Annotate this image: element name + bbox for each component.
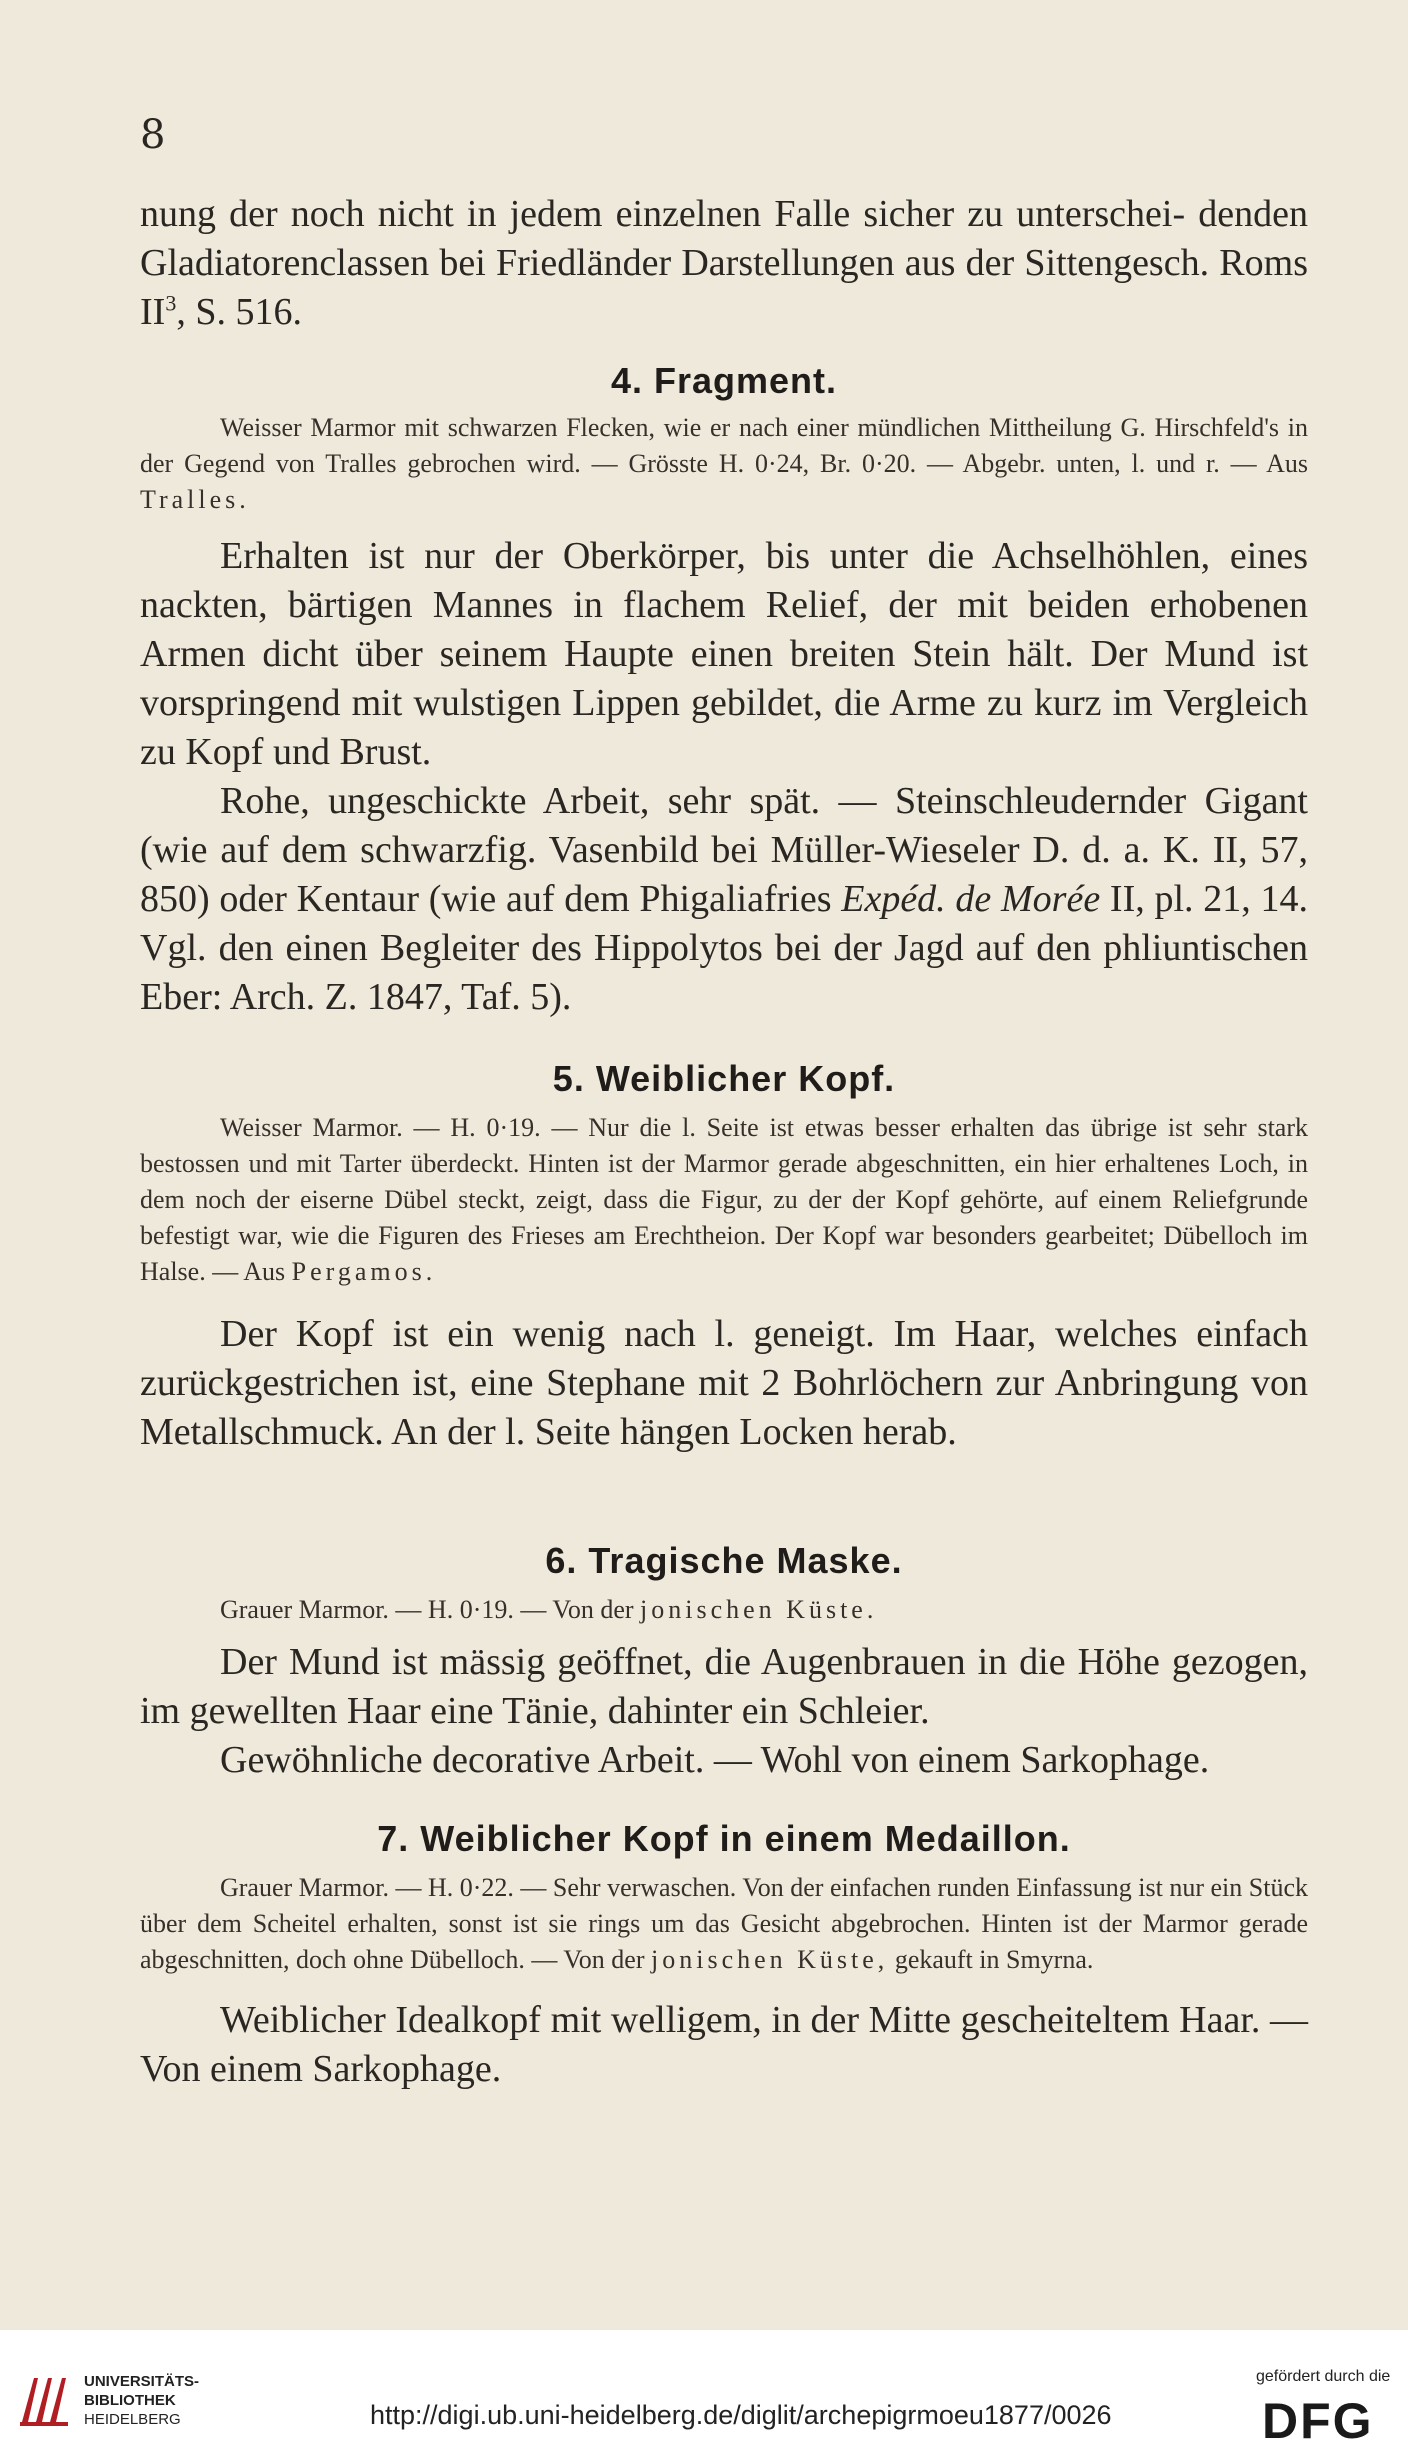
section-7-paragraph-1: Weiblicher Idealkopf mit welligem, in der Mitte gescheiteltem Haar. — Von einem Sarkophage.: [140, 1999, 1308, 2090]
section-4: [140, 360, 1308, 1022]
section-5-description: [140, 1110, 1308, 1290]
section-4-desc-text: Weisser Marmor mit schwarzen Flecken, wie er nach einer mündlichen Mittheilung G. Hirschfeld's in der Gegend von Tralles gebrochen wird. — Grösste H. 0·24, Br. 0·20. — Abgebr. unten, l. und r. — Aus: [140, 413, 1308, 478]
section-7: [140, 1818, 1308, 2094]
section-4-p2-italic: Expéd. de Morée: [841, 878, 1101, 920]
section-5-desc-place: Pergamos.: [291, 1257, 437, 1286]
intro-line-2: denden Gladiatorenclassen bei Friedländer Darstellungen aus der: [140, 193, 1308, 284]
library-name-line-2: BIBLIOTHEK: [84, 2392, 176, 2409]
section-6-paragraph-1: Der Mund ist mässig geöffnet, die Augenbrauen in die Höhe gezogen, im gewellten Haar eine Tänie, dahinter ein Schleier.: [140, 1641, 1308, 1732]
intro-superscript: 3: [165, 290, 177, 316]
section-6-title: 6. Tragische Maske.: [545, 1540, 903, 1581]
library-name-line-1: UNIVERSITÄTS-: [84, 2373, 200, 2390]
section-6-paragraph-2: Gewöhnliche decorative Arbeit. — Wohl von einem Sarkophage.: [220, 1739, 1210, 1781]
section-6-desc-text: Grauer Marmor. — H. 0·19. — Von der: [220, 1595, 634, 1624]
section-6-desc-place: jonischen Küste.: [640, 1595, 878, 1624]
footer-bar: [0, 2330, 1408, 2454]
section-4-title: 4. Fragment.: [610, 360, 838, 401]
section-6: [140, 1540, 1308, 1785]
section-4-description: [140, 410, 1308, 518]
section-7-desc-text: Grauer Marmor. — H. 0·22. — Sehr verwaschen. Von der einfachen runden Einfassung ist nur ein Stück über dem Scheitel erhalten, sonst ist sie rings um das Gesicht abgebrochen. Hinten ist der Marmor gerade abgeschnitten, doch ohne Dübelloch. — Von der: [140, 1873, 1308, 1974]
section-5-title: 5. Weiblicher Kopf.: [552, 1058, 896, 1099]
library-name-line-3: HEIDELBERG: [84, 2411, 181, 2428]
section-4-paragraph-1: Erhalten ist nur der Oberkörper, bis unter die Achselhöhlen, eines nackten, bärtigen Mannes in flachem Relief, der mit beiden erhobenen Armen dicht über seinem Haupte einen breiten Stein hält. Der Mund ist vorspringend mit wulstigen Lippen gebildet, die Arme zu kurz im Vergleich zu Kopf und Brust.: [140, 535, 1308, 773]
section-6-description: [140, 1592, 1308, 1628]
intro-paragraph: [140, 190, 1308, 337]
section-4-p2-start: Rohe, ungeschickte Arbeit, sehr spät. — Steinschleudernder Gigant (wie auf dem schwarzfig. Vasenbild bei Müller-Wieseler D. d. a. K. II, 57, 850) oder Kentaur (wie auf dem Phigaliafries: [140, 780, 1308, 920]
intro-line-3-end: , S. 516.: [176, 291, 302, 333]
section-5-paragraph-1: Der Kopf ist ein wenig nach l. geneigt. Im Haar, welches einfach zurückgestrichen ist, eine Stephane mit 2 Bohrlöchern zur Anbringung von Metallschmuck. An der l. Seite hängen Locken herab.: [140, 1313, 1308, 1453]
section-4-p2-end: II, pl. 21, 14. Vgl. den einen Begleiter des Hippolytos bei der Jagd auf den phliuntischen Eber: Arch. Z. 1847, Taf. 5).: [140, 878, 1308, 1018]
section-5: [140, 1058, 1308, 1457]
intro-line-3: Sittengesch. Roms II: [140, 242, 1309, 333]
section-5-desc-text: Weisser Marmor. — H. 0·19. — Nur die l. Seite ist etwas besser erhalten das übrige ist sehr stark bestossen und mit Tarter überdeckt. Hinten ist der Marmor gerade abgeschnitten, ein hier erhaltenes Loch, in dem noch der eiserne Dübel steckt, zeigt, dass die Figur, zu der der Kopf gehörte, auf einem Reliefgrunde befestigt war, wie die Figuren des Frieses am Erechtheion. Der Kopf war besonders gearbeitet; Dübelloch im Halse. — Aus: [140, 1113, 1308, 1286]
dfg-logo: DFG: [1262, 2393, 1374, 2449]
section-7-desc-place: jonischen Küste,: [651, 1945, 889, 1974]
funding-note: gefördert durch die: [1256, 2368, 1391, 2385]
source-url-link[interactable]: http://digi.ub.uni-heidelberg.de/diglit/archepigrmoeu1877/0026: [370, 2400, 1112, 2430]
section-7-description: [140, 1870, 1308, 1978]
section-4-desc-place: Tralles.: [140, 485, 250, 514]
section-7-title: 7. Weiblicher Kopf in einem Medaillon.: [377, 1818, 1071, 1859]
intro-text: [140, 190, 1308, 337]
section-4-paragraph-2: [140, 777, 1308, 1022]
intro-line-1: nung der noch nicht in jedem einzelnen Falle sicher zu unterschei-: [140, 193, 1186, 235]
page-number: 8: [140, 112, 166, 158]
university-library-logo-icon: [14, 2370, 74, 2430]
library-name: [84, 2372, 199, 2429]
section-7-desc-end: gekauft in Smyrna.: [894, 1945, 1094, 1974]
